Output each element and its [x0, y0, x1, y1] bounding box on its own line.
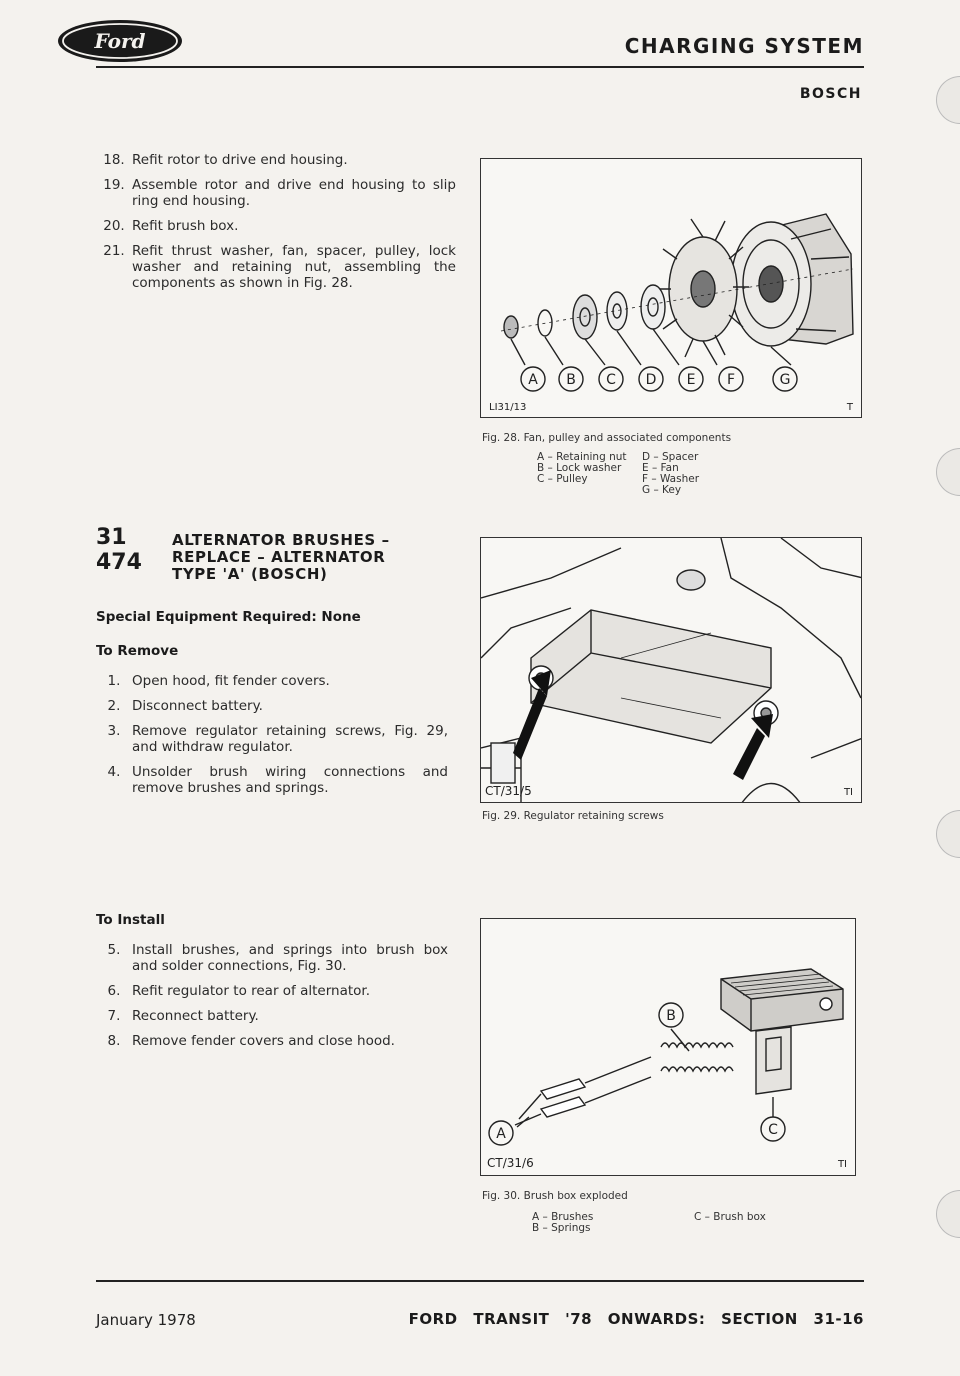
step-item: 8. Remove fender covers and close hood. — [107, 1033, 395, 1049]
step-item: 1. Open hood, fit fender covers. — [107, 673, 330, 689]
step-item: 4. Unsolder brush wiring connections and remove brushes and springs. — [107, 764, 448, 796]
operation-heading — [96, 525, 390, 583]
to-remove-heading: To Remove — [96, 643, 179, 659]
fig28-legend-left: A – Retaining nut B – Lock washer C – Pulley — [537, 451, 627, 485]
fig28-letter-g: G — [779, 372, 791, 388]
fig28-letter-e: E — [686, 372, 696, 388]
fig28-illustration — [480, 158, 862, 418]
fig28-corner: T — [846, 402, 853, 413]
steps-top — [96, 152, 456, 300]
step-item: 6. Refit regulator to rear of alternator. — [107, 983, 371, 999]
fig28-letter-b: B — [566, 372, 576, 388]
alternator-exploded-drawing — [481, 159, 862, 418]
footer-date: January 1978 — [96, 1311, 196, 1329]
fig30-legend-right: C – Brush box — [694, 1211, 766, 1223]
steps-remove — [96, 673, 448, 805]
step-item: 20. Refit brush box. — [103, 218, 239, 234]
binder-hole — [936, 1190, 960, 1238]
fig28-ref: LI31/13 — [489, 402, 527, 413]
fig29-ref: CT/31/5 — [485, 784, 532, 798]
fig30-letter-a: A — [496, 1126, 506, 1142]
fig28-caption: Fig. 28. Fan, pulley and associated components — [482, 432, 732, 444]
footer-section: FORD TRANSIT '78 ONWARDS: SECTION 31-16 — [408, 1310, 864, 1328]
fig29-corner: TI — [843, 787, 853, 798]
logo-text: Ford — [94, 29, 146, 53]
footer-rule — [96, 1280, 864, 1282]
steps-install — [96, 942, 448, 1058]
brush-box-drawing — [481, 919, 856, 1176]
fig30-letter-b: B — [666, 1008, 676, 1024]
fig30-caption: Fig. 30. Brush box exploded — [482, 1190, 628, 1202]
step-item: 7. Reconnect battery. — [107, 1008, 259, 1024]
fig30-illustration — [480, 918, 856, 1176]
page-title: CHARGING SYSTEM — [624, 34, 864, 58]
fig29-illustration — [480, 537, 862, 803]
fig30-ref: CT/31/6 — [487, 1156, 534, 1170]
fig29-caption: Fig. 29. Regulator retaining screws — [482, 810, 664, 822]
regulator-screws-drawing — [481, 538, 862, 803]
page-subtitle: BOSCH — [799, 86, 862, 102]
fig28-letter-c: C — [606, 372, 616, 388]
step-item: 21. Refit thrust washer, fan, spacer, pulley, lock washer and retaining nut, assembling the components as shown in Fig. 28. — [103, 243, 456, 291]
step-item: 2. Disconnect battery. — [107, 698, 263, 714]
fig30-legend-left: A – Brushes B – Springs — [532, 1211, 594, 1234]
step-item: 5. Install brushes, and springs into brush box and solder connections, Fig. 30. — [107, 942, 448, 974]
binder-hole — [936, 448, 960, 496]
ford-logo — [56, 18, 184, 64]
step-item: 3. Remove regulator retaining screws, Fig. 29, and withdraw regulator. — [107, 723, 448, 755]
fig28-letter-f: F — [726, 372, 736, 388]
fig28-letter-a: A — [528, 372, 538, 388]
to-install-heading: To Install — [96, 912, 165, 928]
fig30-corner: TI — [837, 1159, 847, 1170]
fig28-letter-d: D — [645, 372, 657, 388]
step-item: 19. Assemble rotor and drive end housing to slip ring end housing. — [103, 177, 456, 209]
operation-title: ALTERNATOR BRUSHES – REPLACE – ALTERNATOR TYPE 'A' (BOSCH) — [172, 531, 390, 583]
binder-hole — [936, 76, 960, 124]
operation-number: 31 474 — [96, 525, 142, 575]
binder-hole — [936, 810, 960, 858]
fig30-letter-c: C — [768, 1122, 778, 1138]
header-rule — [96, 66, 864, 68]
step-item: 18. Refit rotor to drive end housing. — [103, 152, 348, 168]
special-equipment: Special Equipment Required: None — [96, 609, 361, 625]
fig28-legend-right: D – Spacer E – Fan F – Washer G – Key — [642, 451, 700, 496]
